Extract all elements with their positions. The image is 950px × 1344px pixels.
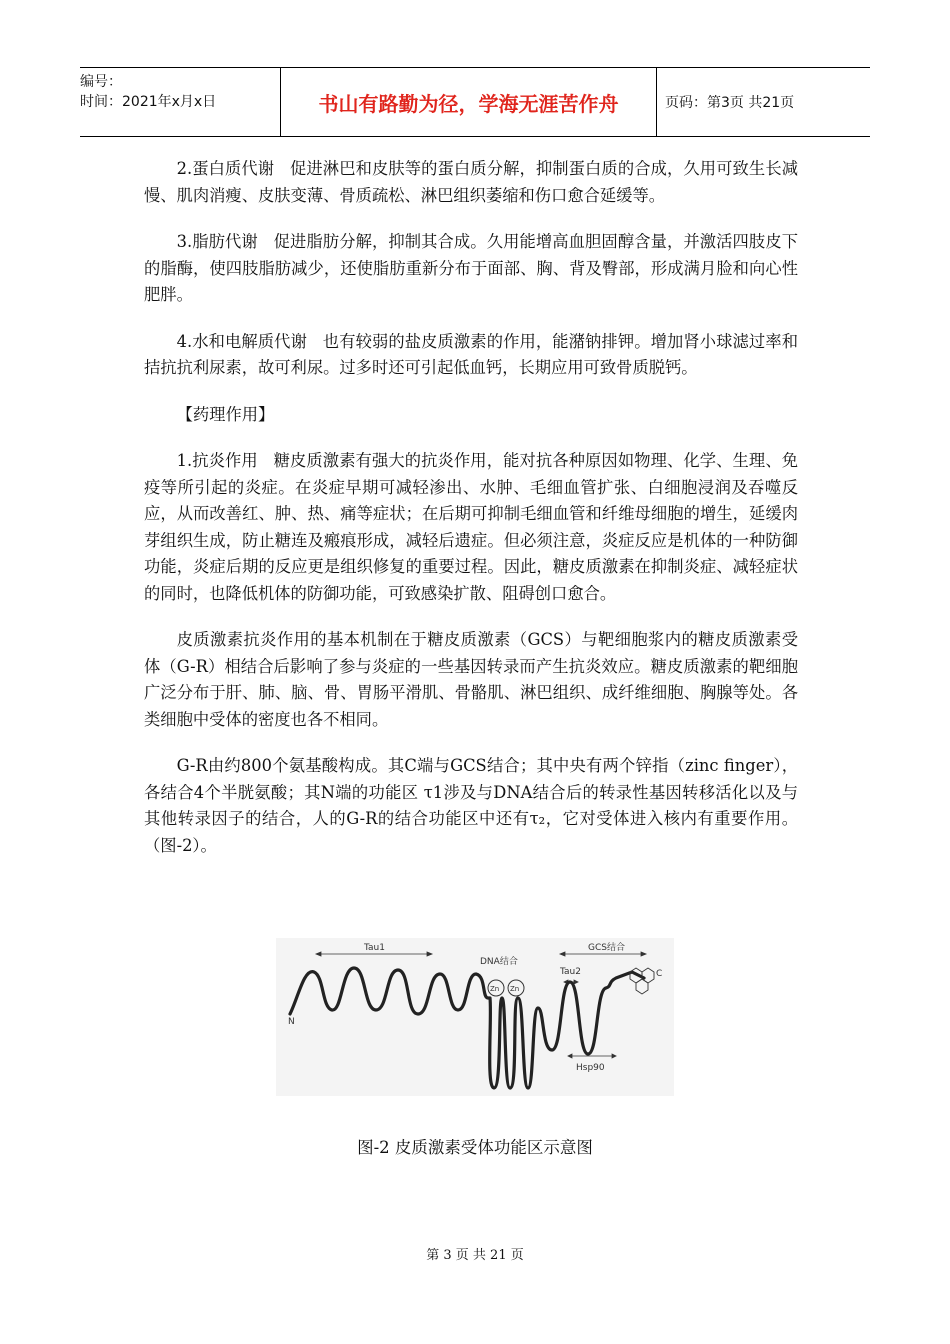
receptor-diagram — [276, 938, 674, 1096]
paragraph-fat-metabolism: 3.脂肪代谢 促进脂肪分解，抑制其合成。久用能增高血胆固醇含量，并激活四肢皮下的脂酶，使四肢脂肪减少，还使脂肪重新分布于面部、胸、背及臀部，形成满月脸和向心性肥胖。 — [144, 232, 798, 304]
paragraph-gr-structure: G-R由约800个氨基酸构成。其C端与GCS结合；其中央有两个锌指（zinc finger），各结合4个半胱氨酸；其N端的功能区 τ1涉及与DNA结合后的转录性基因转移活化以及与其他转录因子的结合，人的G-R的结合功能区中还有τ₂，它对受体进入核内有重要作用。（图-2）。 — [144, 756, 798, 855]
paragraph-mechanism: 皮质激素抗炎作用的基本机制在于糖皮质激素（GCS）与靶细胞浆内的糖皮质激素受体（G-R）相结合后影响了参与炎症的一些基因转录而产生抗炎效应。糖皮质激素的靶细胞广泛分布于肝、肺、脑、骨、胃肠平滑肌、骨骼肌、淋巴组织、成纤维细胞、胸腺等处。各类细胞中受体的密度也各不相同。 — [144, 630, 798, 729]
svg-text:Zn: Zn — [510, 985, 520, 993]
label-tau1: Tau1 — [364, 943, 385, 953]
paragraph-anti-inflammatory: 1.抗炎作用 糖皮质激素有强大的抗炎作用，能对抗各种原因如物理、化学、生理、免疫等所引起的炎症。在炎症早期可减轻渗出、水肿、毛细血管扩张、白细胞浸润及吞噬反应，从而改善红、肿、热、痛等症状；在后期可抑制毛细血管和纤维母细胞的增生，延缓肉芽组织生成，防止糖连及瘢痕形成，减轻后遗症。但必须注意，炎症反应是机体的一种防御功能，炎症后期的反应更是组织修复的重要过程。因此，糖皮质激素在抑制炎症、减轻症状的同时，也降低机体的防御功能，可致感染扩散、阻碍创口愈合。 — [144, 451, 798, 603]
label-hsp90: Hsp90 — [576, 1063, 605, 1073]
figure-caption: 图-2 皮质激素受体功能区示意图 — [357, 1138, 593, 1157]
page-header — [80, 67, 870, 137]
label-dna-binding: DNA结合 — [480, 957, 518, 967]
number-label: 编号： — [80, 74, 122, 90]
section-heading-pharmacology: 【药理作用】 — [176, 404, 275, 424]
document-body — [144, 156, 798, 879]
header-motto: 书山有路勤为径，学海无涯苦作舟 — [281, 68, 657, 136]
label-tau2: Tau2 — [560, 967, 581, 977]
date-label: 时间：2021年x月x日 — [80, 94, 217, 110]
label-c-terminus: C — [656, 969, 663, 979]
header-page-info: 页码：第3页 共21页 — [665, 95, 795, 111]
header-meta — [80, 68, 281, 136]
label-gcs-binding: GCS结合 — [588, 943, 625, 953]
paragraph-water-electrolyte: 4.水和电解质代谢 也有较弱的盐皮质激素的作用，能潴钠排钾。增加肾小球滤过率和拮抗抗利尿素，故可利尿。过多时还可引起低血钙，长期应用可致骨质脱钙。 — [144, 331, 798, 377]
label-n-terminus: N — [288, 1017, 295, 1027]
page-footer: 第 3 页 共 21 页 — [426, 1248, 524, 1263]
svg-text:Zn: Zn — [490, 985, 500, 993]
paragraph-protein-metabolism: 2.蛋白质代谢 促进淋巴和皮肤等的蛋白质分解，抑制蛋白质的合成，久用可致生长减慢、肌肉消瘦、皮肤变薄、骨质疏松、淋巴组织萎缩和伤口愈合延缓等。 — [144, 159, 798, 205]
